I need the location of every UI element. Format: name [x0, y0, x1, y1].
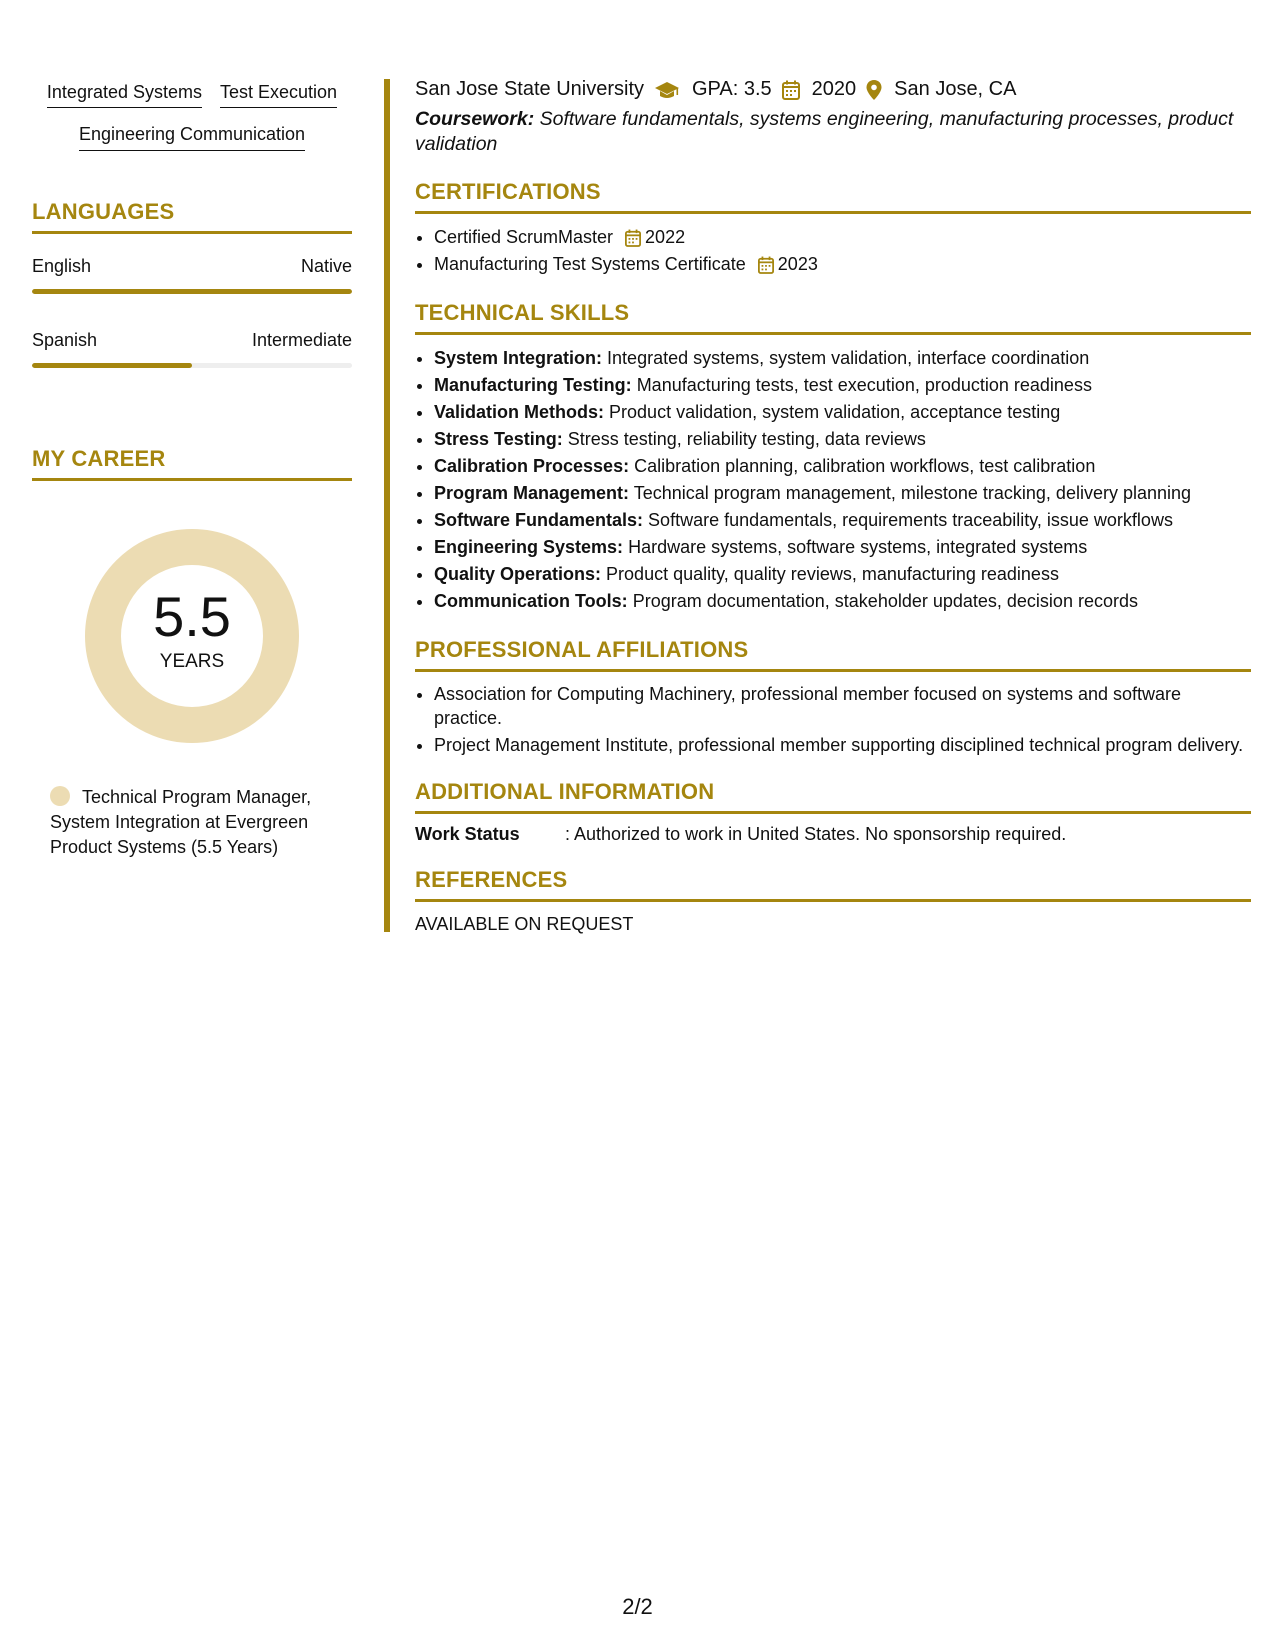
skill-item	[434, 399, 1251, 426]
career-role-text: Technical Program Manager, System Integration at Evergreen Product Systems (5.5 Years)	[50, 786, 312, 857]
column-divider	[384, 79, 390, 932]
calendar-icon	[782, 80, 800, 100]
affiliations-heading: PROFESSIONAL AFFILIATIONS	[415, 637, 1251, 672]
skill-item	[434, 426, 1251, 453]
work-status-label: Work Status	[415, 824, 520, 844]
map-pin-icon	[866, 80, 882, 100]
languages-heading: LANGUAGES	[32, 199, 352, 234]
skill-label: Software Fundamentals:	[434, 510, 644, 530]
language-proficiency-bar	[32, 289, 352, 294]
language-row	[32, 256, 352, 277]
education-line	[415, 78, 1251, 101]
skill-item	[434, 345, 1251, 372]
skill-value: Product validation, system validation, acceptance testing	[609, 402, 1061, 422]
graduation-year: 2020	[811, 78, 857, 100]
skill-tag: Engineering Communication	[79, 122, 305, 150]
skill-value: Technical program management, milestone tracking, delivery planning	[633, 483, 1192, 503]
skill-item	[434, 372, 1251, 399]
certification-item	[434, 251, 1251, 278]
language-row	[32, 330, 352, 351]
career-total-years: 5.5	[153, 584, 231, 648]
certification-item	[434, 224, 1251, 251]
technical-skills-heading: TECHNICAL SKILLS	[415, 300, 1251, 335]
skill-tag: Integrated Systems	[47, 80, 202, 108]
language-level: Intermediate	[251, 329, 352, 350]
right-column	[415, 78, 1251, 935]
coursework	[415, 107, 1251, 157]
graduation-cap-icon	[654, 80, 680, 100]
affiliation-item: • Project Management Institute, professional member supporting disciplined technical program delivery.	[434, 733, 1251, 757]
references-section	[415, 867, 1251, 935]
additional-info-heading: ADDITIONAL INFORMATION	[415, 779, 1251, 814]
career-years-donut	[79, 523, 305, 749]
calendar-icon	[625, 229, 641, 247]
language-proficiency-fill	[32, 289, 352, 294]
skill-value: Hardware systems, software systems, integrated systems	[628, 537, 1088, 557]
school-name: San Jose State University	[415, 78, 644, 100]
skill-label: Program Management:	[434, 483, 630, 503]
skill-value: Manufacturing tests, test execution, production readiness	[636, 375, 1092, 395]
skill-label: Communication Tools:	[434, 591, 628, 611]
gpa: GPA: 3.5	[692, 78, 772, 100]
references-text: AVAILABLE ON REQUEST	[415, 914, 634, 934]
skill-tag: Test Execution	[220, 80, 337, 108]
language-name: English	[32, 255, 92, 276]
skill-value: Integrated systems, system validation, interface coordination	[607, 348, 1090, 368]
skill-label: Calibration Processes:	[434, 456, 630, 476]
skill-label: Manufacturing Testing:	[434, 375, 632, 395]
career-role	[32, 785, 352, 860]
school-location: San Jose, CA	[894, 78, 1017, 100]
language-proficiency-fill	[32, 363, 192, 368]
career-legend-dot	[50, 786, 70, 806]
coursework-text: Software fundamentals, systems engineering, manufacturing processes, product validation	[415, 108, 1234, 155]
skill-label: Stress Testing:	[434, 429, 563, 449]
skill-label: System Integration:	[434, 348, 603, 368]
work-status-row	[415, 824, 1251, 845]
language-proficiency-bar	[32, 363, 352, 368]
skill-value: Product quality, quality reviews, manufacturing readiness	[606, 564, 1059, 584]
skill-value: Software fundamentals, requirements traceability, issue workflows	[648, 510, 1173, 530]
language-level: Native	[300, 255, 352, 276]
certification-name: • Certified ScrumMaster	[434, 227, 614, 247]
technical-skills-section	[415, 300, 1251, 615]
page-number: 2/2	[622, 1594, 653, 1619]
references-heading: REFERENCES	[415, 867, 1251, 902]
work-status-value: : Authorized to work in United States. No sponsorship required.	[565, 824, 1067, 844]
skill-value: Stress testing, reliability testing, data reviews	[567, 429, 926, 449]
left-column	[32, 80, 352, 860]
calendar-icon	[758, 256, 774, 274]
language-name: Spanish	[32, 329, 98, 350]
certification-year: 2022	[645, 227, 686, 247]
certifications-section	[415, 179, 1251, 278]
skill-item	[434, 507, 1251, 534]
additional-info-section	[415, 779, 1251, 845]
skill-label: Engineering Systems:	[434, 537, 624, 557]
skill-label: Validation Methods:	[434, 402, 605, 422]
skill-item	[434, 588, 1251, 615]
skill-item	[434, 561, 1251, 588]
career-years-unit: YEARS	[159, 650, 225, 672]
skill-value: Program documentation, stakeholder updates, decision records	[632, 591, 1138, 611]
affiliations-section	[415, 637, 1251, 757]
skill-item	[434, 480, 1251, 507]
affiliation-item: • Association for Computing Machinery, professional member focused on systems and software practice.	[434, 682, 1251, 730]
skill-tags	[32, 80, 352, 151]
skill-item	[434, 453, 1251, 480]
coursework-label: Coursework:	[415, 108, 535, 130]
certification-name: • Manufacturing Test Systems Certificate	[434, 254, 746, 274]
skill-label: Quality Operations:	[434, 564, 602, 584]
skill-value: Calibration planning, calibration workflows, test calibration	[634, 456, 1096, 476]
career-heading: MY CAREER	[32, 446, 352, 481]
certification-year: 2023	[777, 254, 818, 274]
certifications-heading: CERTIFICATIONS	[415, 179, 1251, 214]
skill-item	[434, 534, 1251, 561]
